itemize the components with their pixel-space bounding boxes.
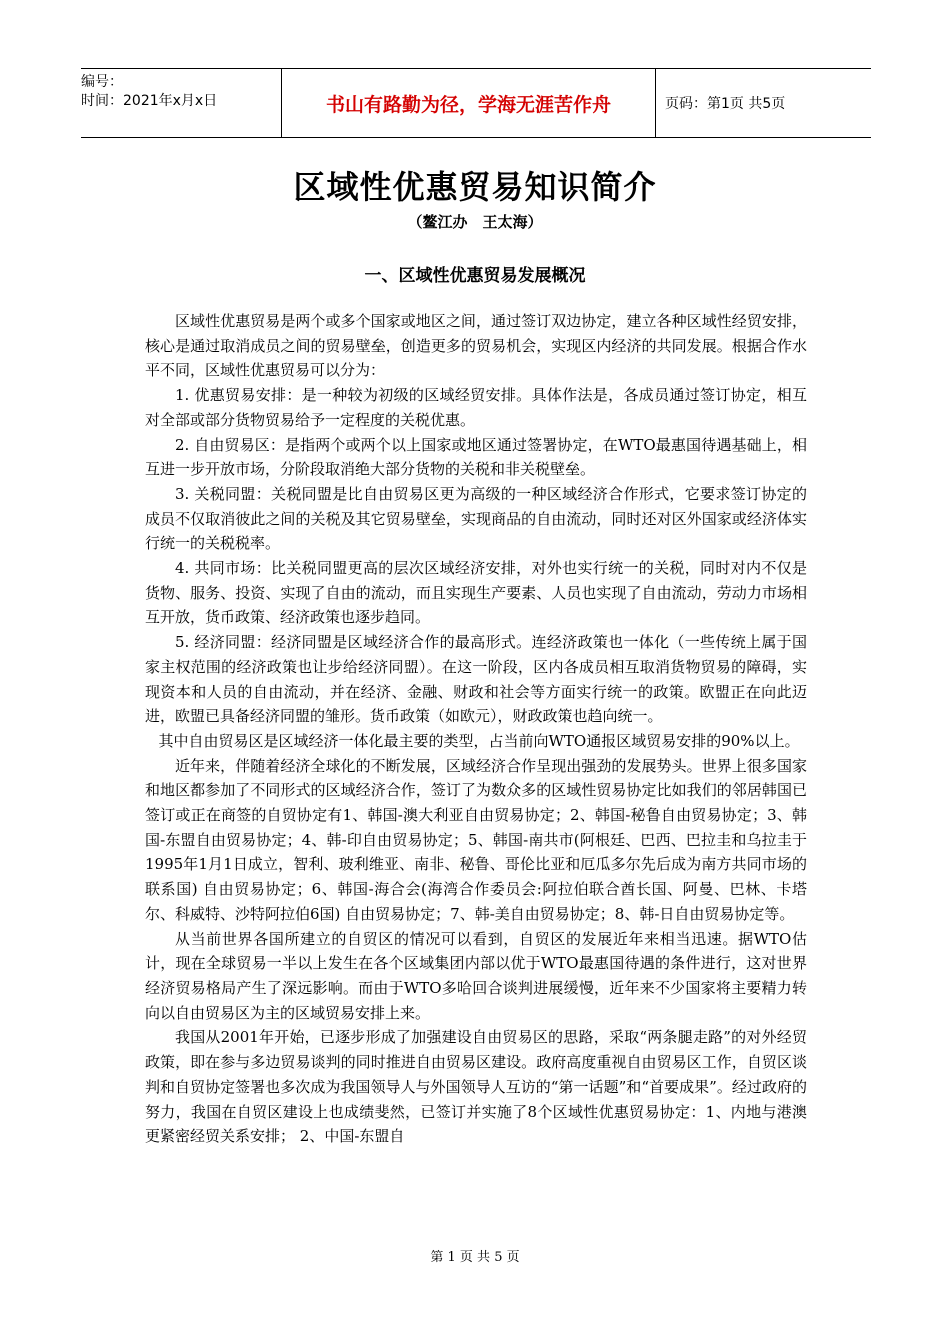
document-author: （鳌江办 王太海）	[407, 213, 543, 231]
header-motto: 书山有路勤为径，学海无涯苦作舟	[281, 69, 656, 137]
document-body	[145, 309, 807, 1149]
paragraph: 近年来，伴随着经济全球化的不断发展，区域经济合作呈现出强劲的发展势头。世界上很多国家和地区都参加了不同形式的区域经济合作，签订了为数众多的区域性贸易协定比如我们的邻居韩国已签订或正在商签的自贸协定有1、韩国-澳大利亚自由贸易协定；2、韩国-秘鲁自由贸易协定；3、韩国-东盟自由贸易协定；4、韩-印自由贸易协定；5、韩国-南共市(阿根廷、巴西、巴拉圭和乌拉圭于1995年1月1日成立，智利、玻利维亚、南非、秘鲁、哥伦比亚和厄瓜多尔先后成为南方共同市场的联系国) 自由贸易协定；6、韩国-海合会(海湾合作委员会:阿拉伯联合酋长国、阿曼、巴林、卡塔尔、科威特、沙特阿拉伯6国) 自由贸易协定；7、韩-美自由贸易协定；8、韩-日自由贸易协定等。	[145, 756, 807, 923]
paragraph: 区域性优惠贸易是两个或多个国家或地区之间，通过签订双边协定，建立各种区域性经贸安排，核心是通过取消成员之间的贸易壁垒，创造更多的贸易机会，实现区内经济的共同发展。根据合作水平不同，区域性优惠贸易可以分为：	[145, 312, 807, 380]
document-title: 区域性优惠贸易知识简介	[293, 168, 657, 206]
paragraph: 1. 优惠贸易安排：是一种较为初级的区域经贸安排。具体作法是，各成员通过签订协定，相互对全部或部分货物贸易给予一定程度的关税优惠。	[145, 386, 807, 429]
paragraph: 3. 关税同盟：关税同盟是比自由贸易区更为高级的一种区域经济合作形式，它要求签订协定的成员不仅取消彼此之间的关税及其它贸易壁垒，实现商品的自由流动，同时还对区外国家或经济体实行统一的关税税率。	[145, 484, 807, 553]
page-footer: 第 1 页 共 5 页	[430, 1250, 520, 1265]
paragraph: 4. 共同市场：比关税同盟更高的层次区域经济安排，对外也实行统一的关税，同时对内不仅是货物、服务、投资、实现了自由的流动，而且实现生产要素、人员也实现了自由流动，劳动力市场相互开放，货币政策、经济政策也逐步趋同。	[145, 559, 807, 627]
paragraph: 2. 自由贸易区：是指两个或两个以上国家或地区通过签署协定，在WTO最惠国待遇基础上，相互进一步开放市场，分阶段取消绝大部分货物的关税和非关税壁垒。	[145, 435, 807, 479]
header-page-info: 页码：第1页 共5页	[665, 96, 786, 112]
number-label: 编号：	[81, 74, 123, 90]
header-meta	[81, 69, 281, 137]
section-title: 一、区域性优惠贸易发展概况	[364, 266, 586, 286]
paragraph: 其中自由贸易区是区域经济一体化最主要的类型，占当前向WTO通报区域贸易安排的90%以上。	[158, 731, 800, 750]
paragraph: 从当前世界各国所建立的自贸区的情况可以看到，自贸区的发展近年来相当迅速。据WTO估计，现在全球贸易一半以上发生在各个区域集团内部以优于WTO最惠国待遇的条件进行，这对世界经济贸易格局产生了深远影响。而由于WTO多哈回合谈判进展缓慢，近年来不少国家将主要精力转向以自由贸易区为主的区域贸易安排上来。	[145, 929, 807, 1022]
paragraph: 我国从2001年开始，已逐步形成了加强建设自由贸易区的思路，采取“两条腿走路”的对外经贸政策，即在参与多边贸易谈判的同时推进自由贸易区建设。政府高度重视自由贸易区工作，自贸区谈判和自贸协定签署也多次成为我国领导人与外国领导人互访的“第一话题”和“首要成果”。经过政府的努力，我国在自贸区建设上也成绩斐然，已签订并实施了8个区域性优惠贸易协定：1、内地与港澳更紧密经贸关系安排； 2、中国-东盟自	[145, 1028, 807, 1146]
paragraph: 5. 经济同盟：经济同盟是区域经济合作的最高形式。连经济政策也一体化（一些传统上属于国家主权范围的经济政策也让步给经济同盟）。在这一阶段，区内各成员相互取消货物贸易的障碍，实现资本和人员的自由流动，并在经济、金融、财政和社会等方面实行统一的政策。欧盟正在向此迈进，欧盟已具备经济同盟的雏形。货币政策（如欧元），财政政策也趋向统一。	[145, 633, 807, 726]
time-label: 时间：2021年x月x日	[81, 93, 218, 109]
header-table	[81, 68, 871, 138]
